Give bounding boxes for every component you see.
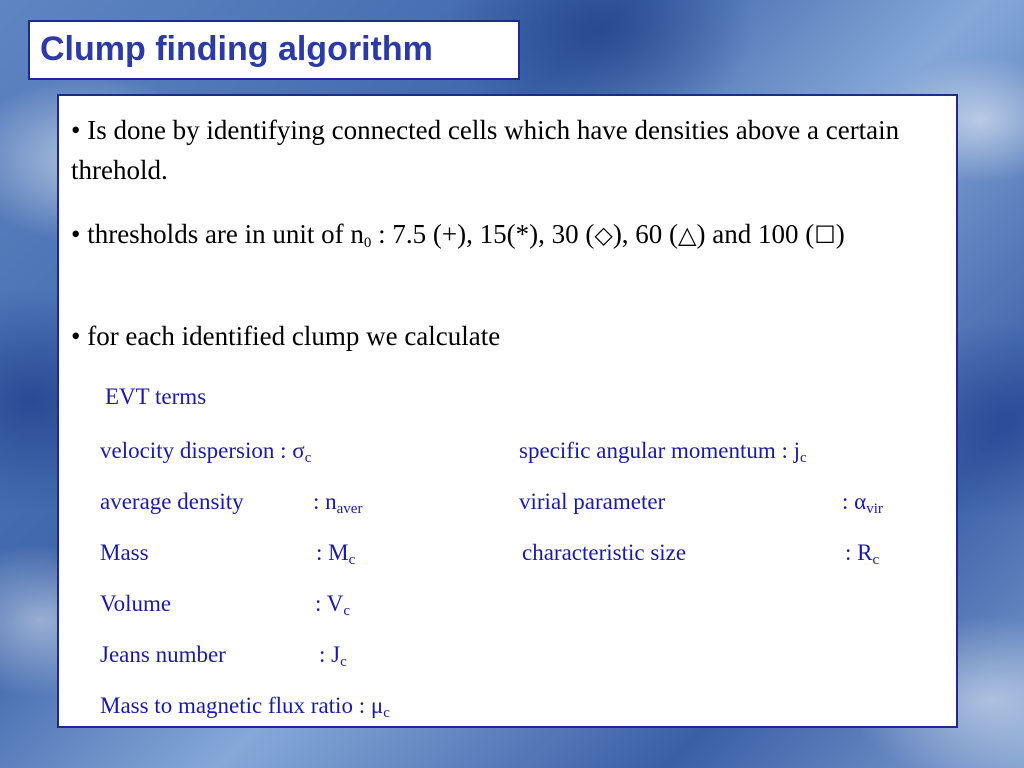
bullet-thresholds: • thresholds are in unit of $n_0$ : 7.5 (+), 15(*), 30 (◇), 60 (△) and 100 (☐) bbox=[71, 219, 845, 251]
evt-volume-label: Volume bbox=[100, 591, 172, 616]
evt-virial-parameter-label: virial parameter bbox=[519, 489, 666, 514]
evt-characteristic-size-symbol: : $R_c$ bbox=[845, 540, 880, 568]
evt-average-density-label: average density bbox=[100, 489, 244, 514]
evt-characteristic-size-label: characteristic size bbox=[522, 540, 687, 565]
evt-angular-momentum: specific angular momentum : $j_c$ bbox=[519, 438, 807, 466]
bullet-identifying-cells-text: Is done by identifying connected cells which have densities above a certain threhold. bbox=[71, 115, 900, 185]
evt-mass-label: Mass bbox=[100, 540, 149, 565]
slide-title: Clump finding algorithm bbox=[40, 30, 433, 68]
bullet-calculate-text: • for each identified clump we calculate bbox=[71, 321, 501, 351]
triangle-symbol: △ bbox=[678, 221, 697, 249]
evt-average-density-symbol: : $n_{aver}$ bbox=[313, 489, 363, 517]
evt-mass-flux-ratio: Mass to magnetic flux ratio : $\mu_c$ bbox=[100, 693, 390, 721]
bullet-identifying-cells bbox=[71, 110, 931, 190]
evt-jeans-number-label: Jeans number bbox=[100, 642, 226, 667]
evt-jeans-number-symbol: : $J_c$ bbox=[319, 642, 347, 670]
evt-heading: EVT terms bbox=[105, 384, 207, 409]
content-box bbox=[57, 94, 958, 728]
evt-velocity-dispersion: velocity dispersion : $\sigma_c$ bbox=[100, 438, 312, 466]
square-symbol: ☐ bbox=[814, 221, 836, 249]
diamond-symbol: ◇ bbox=[594, 221, 613, 249]
evt-volume-symbol: : $V_c$ bbox=[315, 591, 351, 619]
evt-virial-parameter-symbol: : $\alpha_{vir}$ bbox=[842, 489, 883, 517]
bullet-calculate bbox=[71, 316, 931, 356]
bullet-mark: • bbox=[71, 115, 81, 145]
evt-mass-symbol: : $M_c$ bbox=[316, 540, 356, 568]
slide-title-box bbox=[28, 20, 520, 80]
